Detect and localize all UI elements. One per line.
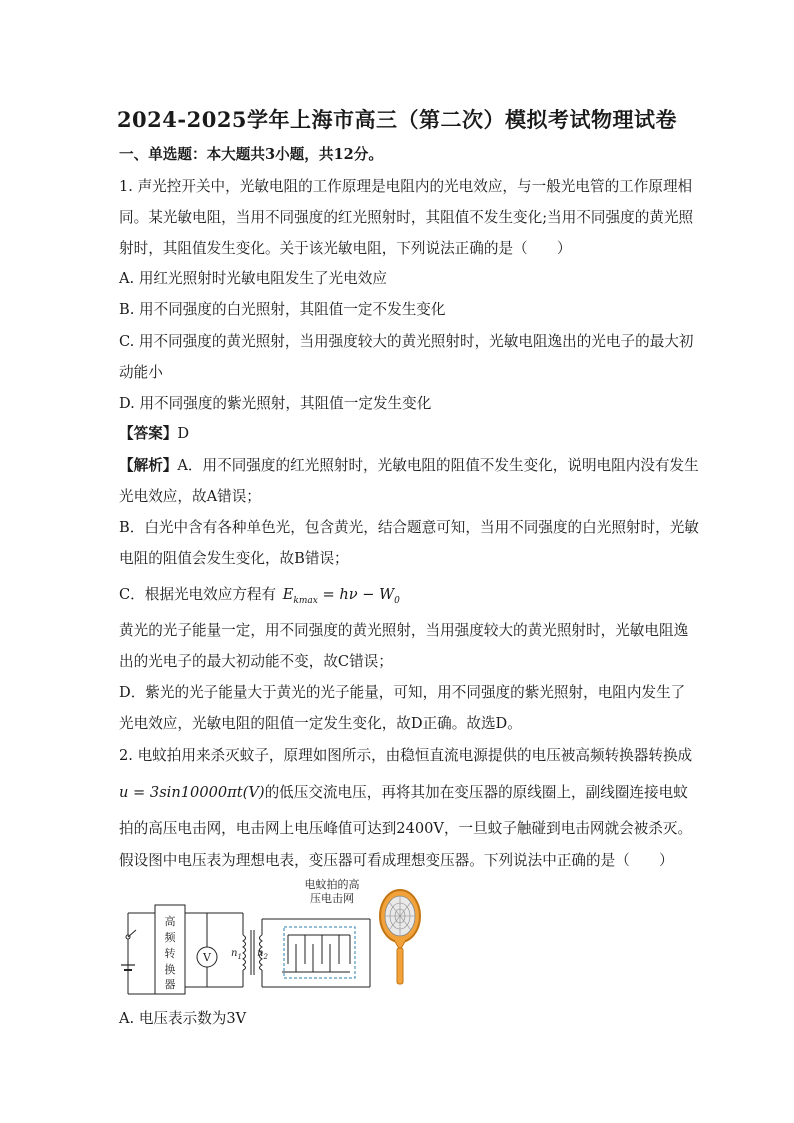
q1-analysis-line-1	[119, 456, 699, 476]
analysis-text: A．用不同强度的红光照射时，光敏电阻的阻值不发生变化，说明电阻内没有发生	[177, 457, 699, 474]
q2-option-a: A. 电压表示数为3V	[119, 1010, 247, 1027]
net-label-line-1: 电蚊拍的高	[304, 878, 360, 891]
q1-analysis-line-9: 光电效应，光敏电阻的阻值一定发生变化，故D正确。故选D。	[119, 715, 522, 732]
q2-stem-line-4: 假设图中电压表为理想电表，变压器可看成理想变压器。下列说法中正确的是（ ）	[119, 852, 674, 869]
analysis-tag: 【解析】	[119, 457, 178, 474]
mosquito-swatter-circuit-figure	[118, 872, 438, 1002]
converter-char-2: 频	[164, 931, 176, 944]
q1-stem-line-3: 射时，其阻值发生变化。关于该光敏电阻，下列说法正确的是（ ）	[119, 240, 572, 257]
q1-option-a: A. 用红光照射时光敏电阻发生了光电效应	[119, 270, 387, 287]
converter-char-4: 换	[164, 963, 176, 976]
q1-analysis-line-4: 电阻的阻值会发生变化，故B错误；	[119, 550, 349, 567]
photoelectric-formula: $E_{kmax} = h\nu - W_0$	[282, 586, 400, 606]
q2-stem-line-2	[119, 783, 688, 803]
net-label-line-2: 压电击网	[310, 892, 354, 905]
converter-char-3: 转	[164, 947, 176, 960]
q1-analysis-line-2: 光电效应，故A错误；	[119, 488, 261, 505]
swatter-icon	[380, 890, 420, 984]
q1-answer	[119, 424, 189, 444]
q1-analysis-line-8: D．紫光的光子能量大于黄光的光子能量，可知，用不同强度的紫光照射，电阻内发生了	[119, 684, 686, 701]
converter-char-5: 器	[164, 978, 176, 991]
section-heading: 一、单选题：本大题共3小题，共12分。	[119, 146, 383, 163]
voltmeter-label: V	[203, 951, 211, 964]
q1-option-c-cont: 动能小	[119, 364, 163, 381]
n1-label: $n_1$	[231, 948, 242, 961]
q2-stem-line-3: 拍的高压电击网，电击网上电压峰值可达到2400V，一旦蚊子触碰到电击网就会被杀灭。	[119, 820, 693, 837]
q1-analysis-line-5	[119, 585, 400, 611]
n2-label: $n_2$	[257, 948, 268, 961]
q1-stem-line-2: 同。某光敏电阻，当用不同强度的红光照射时，其阻值不发生变化;当用不同强度的黄光照	[119, 209, 694, 226]
q1-analysis-line-3: B．白光中含有各种单色光，包含黄光，结合题意可知，当用不同强度的白光照射时，光敏	[119, 519, 699, 536]
converter-char-1: 高	[164, 915, 176, 928]
q1-option-b: B. 用不同强度的白光照射，其阻值一定不发生变化	[119, 301, 446, 318]
q1-stem-line-1: 1. 声光控开关中，光敏电阻的工作原理是电阻内的光电效应，与一般光电管的工作原理相	[119, 178, 693, 195]
q1-analysis-line-6: 黄光的光子能量一定，用不同强度的黄光照射，当用强度较大的黄光照射时，光敏电阻逸	[119, 622, 689, 639]
voltage-formula: u = 3sin10000πt(V)	[119, 784, 265, 801]
answer-tag: 【答案】	[119, 425, 178, 442]
q1-option-c: C. 用不同强度的黄光照射，当用强度较大的黄光照射时，光敏电阻逸出的光电子的最大初	[119, 333, 694, 350]
analysis-text: C．根据光电效应方程有	[119, 586, 277, 603]
q2-stem-line-1: 2. 电蚊拍用来杀灭蚊子，原理如图所示，由稳恒直流电源提供的电压被高频转换器转换成	[119, 747, 693, 764]
answer-value: D	[177, 425, 190, 442]
q1-option-d: D. 用不同强度的紫光照射，其阻值一定发生变化	[119, 395, 432, 412]
q1-analysis-line-7: 出的光电子的最大初动能不变，故C错误；	[119, 653, 393, 670]
page-title: 2024-2025学年上海市高三（第二次）模拟考试物理试卷	[116, 107, 678, 132]
q2-stem-text: 的低压交流电压，再将其加在变压器的原线圈上，副线圈连接电蚊	[264, 784, 688, 801]
